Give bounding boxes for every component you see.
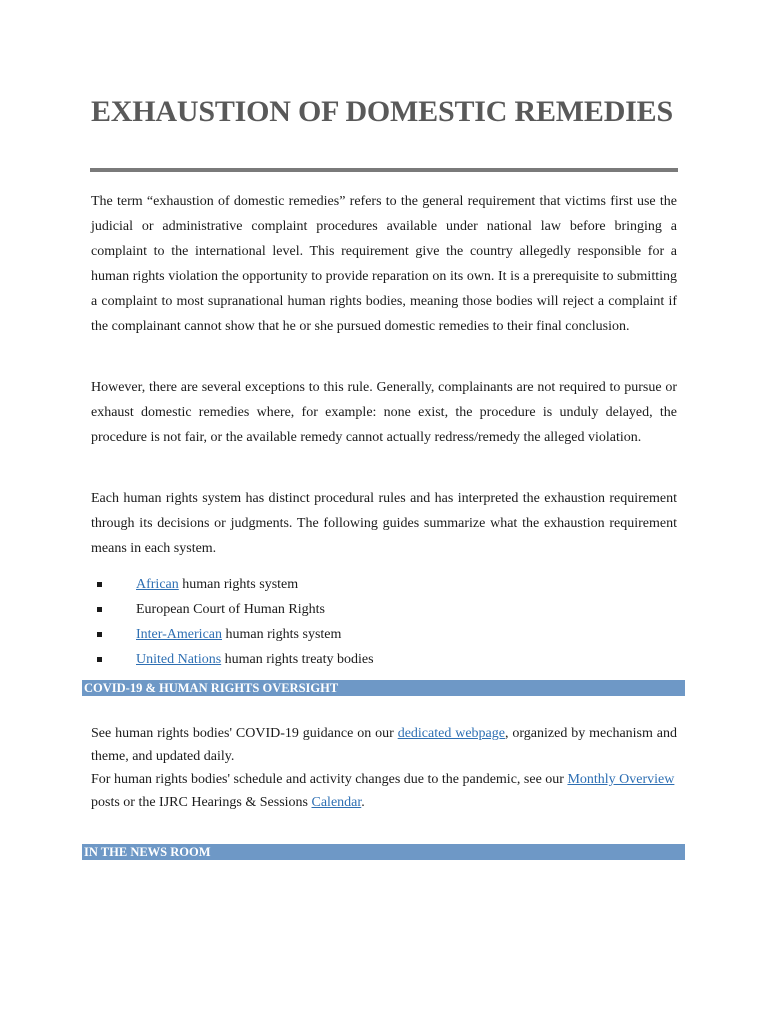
covid-section-heading: COVID-19 & HUMAN RIGHTS OVERSIGHT [82, 680, 685, 696]
intro-paragraph: The term “exhaustion of domestic remedies” refers to the general requirement that victims first use the judicial or administrative complaint procedures available under national law before bringing a complaint to the international level. This requirement give the country allegedly responsible for a human rights violation the opportunity to provide reparation on its own. It is a prerequisite to submitting a complaint to most supranational human rights bodies, meaning those bodies will reject a complaint if the complainant cannot show that he or she pursued domestic remedies to their final conclusion. [91, 194, 677, 334]
covid-schedule-text: For human rights bodies' schedule and activity changes due to the pandemic, see our Monthly Overview posts or the IJRC Hearings & Sessions Calendar. [91, 772, 675, 810]
calendar-link[interactable]: Calendar [311, 795, 362, 810]
title-divider [90, 168, 678, 172]
dedicated-webpage-link[interactable]: dedicated webpage [397, 726, 505, 741]
list-item-text: human rights system [222, 627, 342, 642]
list-item [91, 622, 677, 647]
list-item [91, 647, 677, 672]
list-item-text: human rights treaty bodies [221, 652, 374, 667]
covid-guidance-text: See human rights bodies' COVID-19 guidance on our dedicated webpage, organized by mechanism and theme, and updated daily. [91, 726, 678, 764]
african-link[interactable]: African [136, 577, 179, 592]
list-item-text: European Court of Human Rights [136, 602, 325, 617]
systems-list [91, 572, 677, 672]
systems-paragraph: Each human rights system has distinct procedural rules and has interpreted the exhaustion requirement through its decisions or judgments. The following guides summarize what the exhaustion requirement means in each system. [91, 491, 677, 556]
bullet-icon [97, 607, 102, 612]
bullet-icon [97, 632, 102, 637]
bullet-icon [97, 582, 102, 587]
list-item [91, 597, 677, 622]
bullet-icon [97, 657, 102, 662]
inter-american-link[interactable]: Inter-American [136, 627, 223, 642]
united-nations-link[interactable]: United Nations [136, 652, 222, 667]
list-item-text: human rights system [178, 577, 299, 592]
list-item [91, 572, 677, 597]
news-section-heading: IN THE NEWS ROOM [82, 844, 685, 860]
covid-section-body [91, 722, 677, 814]
monthly-overview-link[interactable]: Monthly Overview [567, 772, 675, 787]
exceptions-paragraph: However, there are several exceptions to this rule. Generally, complainants are not required to pursue or exhaust domestic remedies where, for example: none exist, the procedure is unduly delayed, the procedure is not fair, or the available remedy cannot actually redress/remedy the alleged violation. [91, 380, 677, 445]
page-title: EXHAUSTION OF DOMESTIC REMEDIES [91, 95, 673, 128]
